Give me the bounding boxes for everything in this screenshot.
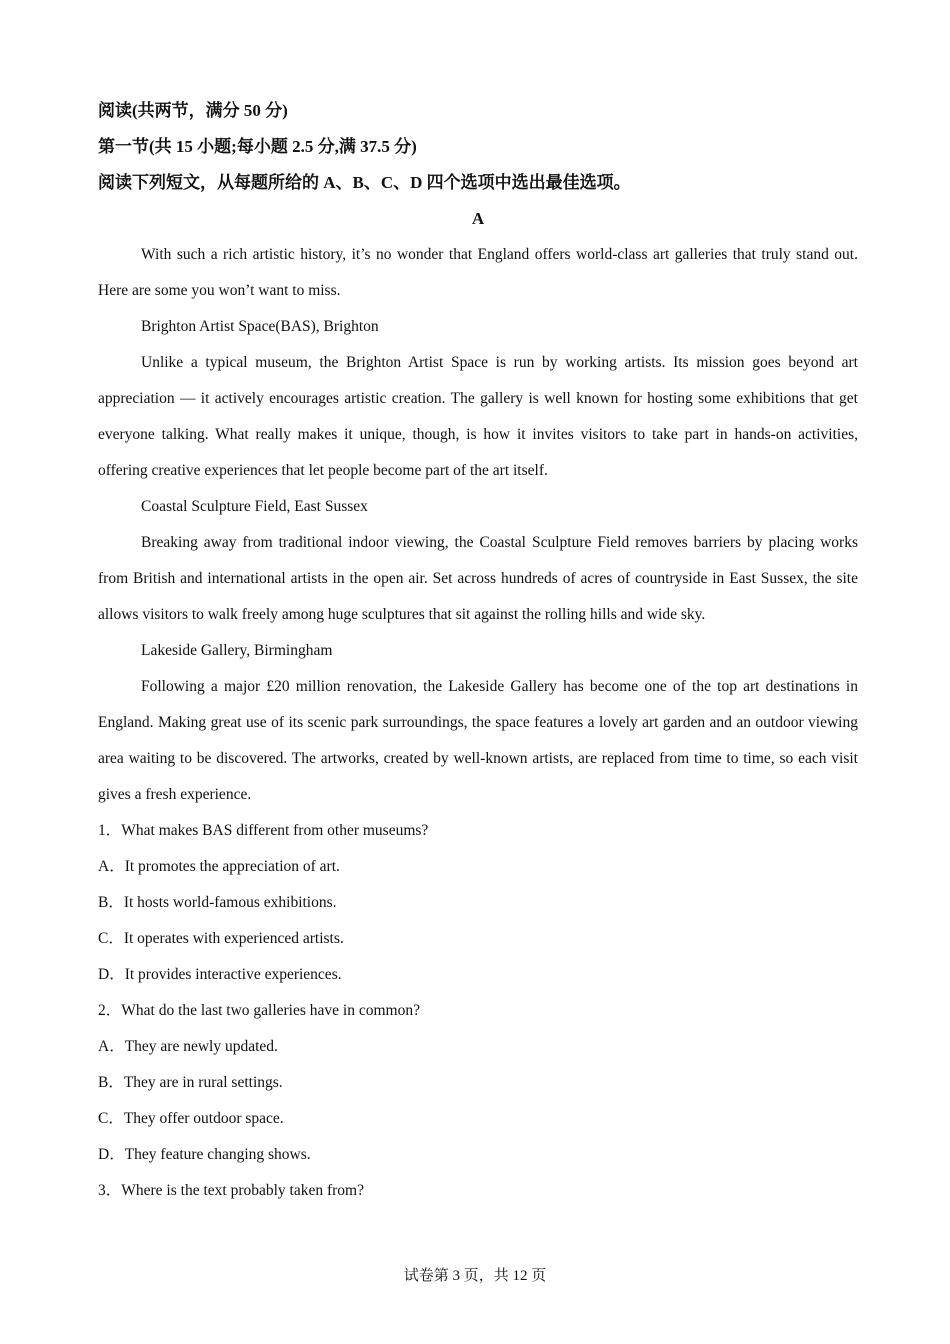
question-stem: 2．What do the last two galleries have in common? (98, 1002, 420, 1019)
answer-option[interactable]: A．They are newly updated. (98, 1038, 278, 1055)
answer-option[interactable]: C．It operates with experienced artists. (98, 930, 344, 947)
answer-option[interactable]: A．It promotes the appreciation of art. (98, 858, 340, 875)
question-stem: 3．Where is the text probably taken from? (98, 1182, 364, 1199)
gallery-text-brighton: Unlike a typical museum, the Brighton Artist Space is run by working artists. Its mission goes beyond art appreciation — it actively encourages artistic creation. The gallery is well known for hosting some exhibitions that get everyone talking. What really makes it unique, though, is how it invites visitors to take part in hands-on activities, offering creative experiences that let people become part of the art itself. (98, 354, 858, 479)
gallery-name-lakeside: Lakeside Gallery, Birmingham (141, 642, 333, 659)
answer-option[interactable]: D．They feature changing shows. (98, 1146, 311, 1163)
gallery-text-coastal: Breaking away from traditional indoor viewing, the Coastal Sculpture Field removes barriers by placing works from British and international artists in the open air. Set across hundreds of acres of countryside in East Sussex, the site allows visitors to walk freely among huge sculptures that sit against the rolling hills and wide sky. (98, 534, 858, 623)
answer-option[interactable]: B．It hosts world-famous exhibitions. (98, 894, 337, 911)
part-heading: 第一节(共 15 小题;每小题 2.5 分,满 37.5 分) (98, 137, 417, 156)
instructions: 阅读下列短文，从每题所给的 A、B、C、D 四个选项中选出最佳选项。 (98, 173, 631, 192)
page-footer: 试卷第 3 页，共 12 页 (403, 1268, 547, 1284)
page-content (98, 93, 858, 1209)
section-heading: 阅读(共两节，满分 50 分) (98, 101, 288, 120)
answer-option[interactable]: D．It provides interactive experiences. (98, 966, 342, 983)
question-stem: 1．What makes BAS different from other museums? (98, 822, 429, 839)
gallery-name-brighton: Brighton Artist Space(BAS), Brighton (141, 318, 379, 335)
gallery-name-coastal: Coastal Sculpture Field, East Sussex (141, 498, 368, 515)
passage-intro: With such a rich artistic history, it’s no wonder that England offers world-class art galleries that truly stand out. Here are some you won’t want to miss. (98, 246, 858, 299)
gallery-text-lakeside: Following a major £20 million renovation, the Lakeside Gallery has become one of the top art destinations in England. Making great use of its scenic park surroundings, the space features a lovely art garden and an outdoor viewing area waiting to be discovered. The artworks, created by well-known artists, are replaced from time to time, so each visit gives a fresh experience. (98, 678, 858, 803)
passage-label: A (471, 209, 485, 228)
answer-option[interactable]: C．They offer outdoor space. (98, 1110, 284, 1127)
answer-option[interactable]: B．They are in rural settings. (98, 1074, 283, 1091)
